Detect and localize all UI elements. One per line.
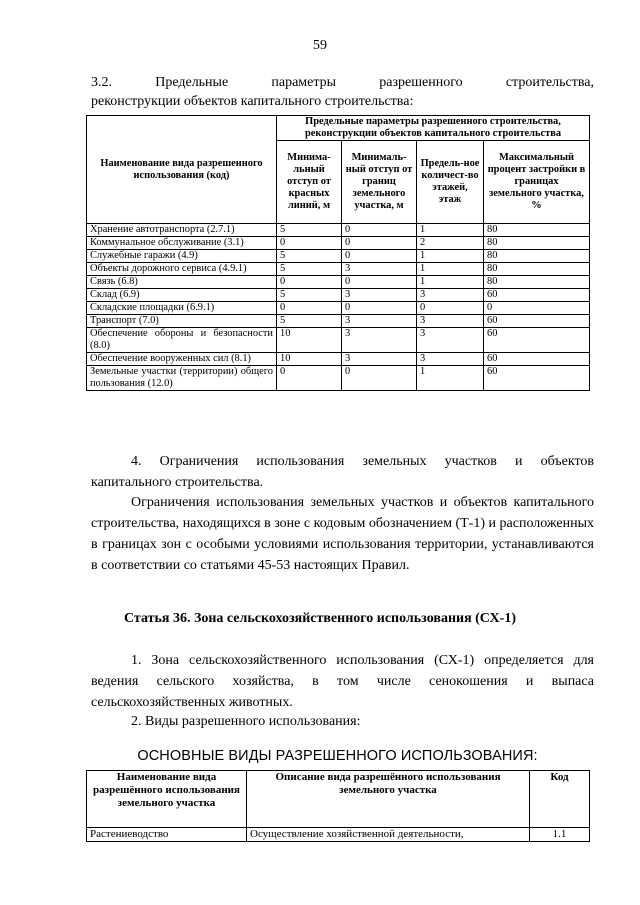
- table-row: [87, 328, 590, 353]
- row-value: 0: [417, 302, 484, 315]
- row-name: Коммунальное обслуживание (3.1): [87, 237, 277, 250]
- row-name: Объекты дорожного сервиса (4.9.1): [87, 263, 277, 276]
- row-name: Склад (6.9): [87, 289, 277, 302]
- table-row: [87, 250, 590, 263]
- row-name: Служебные гаражи (4.9): [87, 250, 277, 263]
- section-caption: ОСНОВНЫЕ ВИДЫ РАЗРЕШЕННОГО ИСПОЛЬЗОВАНИЯ:: [137, 748, 538, 764]
- row-value: 1: [417, 250, 484, 263]
- table-row: [87, 828, 590, 842]
- table-row: [87, 366, 590, 391]
- section-heading-line2: реконструкции объектов капитального строительства:: [91, 94, 414, 109]
- row-value: 1: [417, 263, 484, 276]
- building-parameters-table: [86, 115, 590, 391]
- table-row: [87, 237, 590, 250]
- row-value: 1: [417, 366, 484, 391]
- row-value: 10: [277, 353, 342, 366]
- row-value: 0: [342, 250, 417, 263]
- row-value: 60: [484, 353, 590, 366]
- page-number: 59: [313, 38, 327, 53]
- row-value: 3: [417, 289, 484, 302]
- table-row: [87, 315, 590, 328]
- table1-col-boundary-offset: Минималь-ный отступ от границ земельного участка, м: [342, 141, 417, 224]
- row-value: 3: [342, 315, 417, 328]
- row-value: 80: [484, 224, 590, 237]
- row-value: 5: [277, 263, 342, 276]
- table-row: [87, 263, 590, 276]
- table-row: [87, 353, 590, 366]
- table-row: [87, 302, 590, 315]
- row-value: 3: [342, 263, 417, 276]
- row-name: Земельные участки (территории) общего пользования (12.0): [87, 366, 277, 391]
- row-value: 10: [277, 328, 342, 353]
- table1-col-coverage: Максимальный процент застройки в границах земельного участка, %: [484, 141, 590, 224]
- row-value: 0: [277, 276, 342, 289]
- row-value: 3: [417, 328, 484, 353]
- row-value: 0: [342, 276, 417, 289]
- row-value: 5: [277, 289, 342, 302]
- table-row: [87, 276, 590, 289]
- table1-col-red-line-offset: Минима-льный отступ от красных линий, м: [277, 141, 342, 224]
- para-4-restrictions-heading: [91, 451, 594, 493]
- row-name: Складские площадки (6.9.1): [87, 302, 277, 315]
- row-value: 80: [484, 250, 590, 263]
- row-name: Обеспечение вооруженных сил (8.1): [87, 353, 277, 366]
- row-value: 5: [277, 250, 342, 263]
- section-heading: [91, 73, 594, 111]
- row-value: 3: [417, 353, 484, 366]
- row-value: 0: [342, 302, 417, 315]
- para-restrictions-text: Ограничения использования земельных участков и объектов капитального строительства, находящихся в зоне с кодовым обозначением (Т-1) и расположенных в границах зон с особыми условиями использования территории, устанавливаются в соответствии со статьями 45-53 настоящих Правил.: [91, 495, 594, 573]
- row-name: Связь (6.8): [87, 276, 277, 289]
- row-value: 0: [342, 237, 417, 250]
- row-value: 0: [342, 366, 417, 391]
- row-value: 0: [277, 366, 342, 391]
- row-value: 0: [484, 302, 590, 315]
- row-value: 3: [342, 289, 417, 302]
- row-value: 60: [484, 315, 590, 328]
- row-description: Осуществление хозяйственной деятельности,: [247, 828, 530, 842]
- row-code: 1.1: [530, 828, 590, 842]
- row-value: 0: [277, 302, 342, 315]
- table-row: [87, 289, 590, 302]
- row-name: Транспорт (7.0): [87, 315, 277, 328]
- row-value: 2: [417, 237, 484, 250]
- row-value: 1: [417, 224, 484, 237]
- table1-header-name: Наименование вида разрешенного использования (код): [87, 116, 277, 224]
- permitted-uses-table: [86, 770, 590, 842]
- table2-header-code: Код: [530, 771, 590, 828]
- row-value: 60: [484, 328, 590, 353]
- table1-header-group: Предельные параметры разрешенного строительства, реконструкции объектов капитального строительства: [277, 116, 590, 141]
- row-value: 80: [484, 276, 590, 289]
- section-heading-line1: 3.2. Предельные параметры разрешенного строительства,: [91, 75, 594, 90]
- row-value: 5: [277, 224, 342, 237]
- table2-header-description: Описание вида разрешённого использования земельного участка: [247, 771, 530, 828]
- para-zone-definition: 1. Зона сельскохозяйственного использования (СХ-1) определяется для ведения сельского хозяйства, в том числе сенокошения и выпаса сельскохозяйственных животных.: [91, 653, 594, 710]
- row-value: 0: [342, 224, 417, 237]
- table1-col-floors: Предель-ное количест-во этажей, этаж: [417, 141, 484, 224]
- row-value: 60: [484, 289, 590, 302]
- row-value: 80: [484, 237, 590, 250]
- table-row: [87, 224, 590, 237]
- para-permitted-uses: 2. Виды разрешенного использования:: [131, 714, 361, 729]
- para-4-line1: 4. Ограничения использования земельных участков и объектов: [131, 454, 594, 469]
- row-value: 5: [277, 315, 342, 328]
- article-title: Статья 36. Зона сельскохозяйственного использования (СХ-1): [124, 611, 516, 626]
- row-value: 3: [342, 328, 417, 353]
- row-value: 3: [417, 315, 484, 328]
- row-value: 60: [484, 366, 590, 391]
- row-value: 3: [342, 353, 417, 366]
- row-value: 0: [277, 237, 342, 250]
- para-4-line2: капитального строительства.: [91, 475, 264, 490]
- table2-header-name: Наименование вида разрешённого использования земельного участка: [87, 771, 247, 828]
- row-name: Растениеводство: [87, 828, 247, 842]
- row-value: 1: [417, 276, 484, 289]
- row-name: Хранение автотранспорта (2.7.1): [87, 224, 277, 237]
- row-value: 80: [484, 263, 590, 276]
- row-name: Обеспечение обороны и безопасности (8.0): [87, 328, 277, 353]
